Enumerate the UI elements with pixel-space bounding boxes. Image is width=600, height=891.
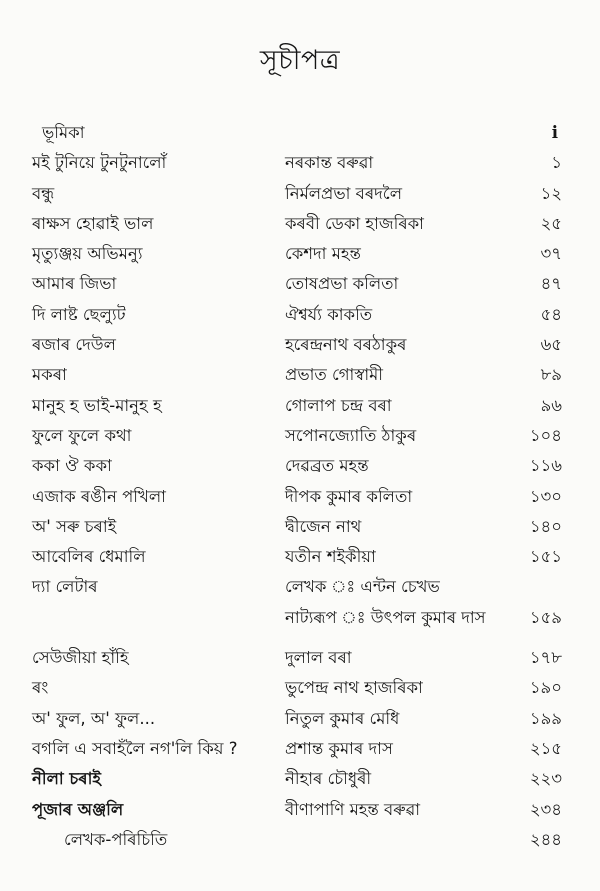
entry-author: তোষপ্ৰভা কলিতা: [285, 274, 399, 294]
entry-page: ১৫১: [529, 547, 562, 567]
entry-author: নাট্যৰূপ ঃ উৎপল কুমাৰ দাস: [285, 607, 486, 627]
entry-author: দ্বীজেন নাথ: [285, 516, 362, 536]
page-title: সূচীপত্ৰ: [259, 45, 341, 76]
entry-page: ১৫৯: [529, 607, 562, 627]
toc-entry: [0, 300, 600, 330]
entry-page: ১০৪: [529, 425, 562, 445]
entry-author: দীপক কুমাৰ কলিতা: [285, 486, 413, 506]
entry-title: বগলি এ সবাহঁলৈ নগ'লি কিয় ?: [32, 738, 238, 758]
entry-title: ৰং: [32, 678, 49, 698]
entry-author: কৰবী ডেকা হাজৰিকা: [285, 213, 424, 233]
entry-page: ৯৬: [540, 395, 562, 415]
table-of-contents: [0, 118, 600, 855]
entry-page: ৬৫: [540, 335, 562, 355]
entry-title: লেখক-পৰিচিতি: [64, 829, 168, 849]
entry-author: দুলাল বৰা: [285, 648, 352, 668]
entry-title: দ্যা লেটাৰ: [32, 577, 98, 597]
toc-entry: [0, 482, 600, 512]
entry-title: মৃত্যুঞ্জয় অভিমন্যু: [32, 244, 143, 264]
entry-page: ৪৭: [540, 274, 562, 294]
entry-author: লেখক ঃ এন্টন চেখভ: [285, 577, 440, 597]
entry-title: বন্ধু: [32, 183, 55, 203]
toc-entry: [0, 391, 600, 421]
entry-page: i: [551, 123, 558, 142]
toc-entry: [0, 603, 600, 633]
entry-title: অ' ফুল, অ' ফুল...: [32, 708, 156, 728]
toc-entry: [0, 421, 600, 451]
entry-title: ককা ঔ ককা: [32, 456, 112, 476]
entry-title: পূজাৰ অঞ্জলি: [32, 799, 124, 819]
entry-page: ২৫: [540, 213, 562, 233]
entry-page: ২৩৪: [529, 799, 562, 819]
entry-page: ২২৩: [529, 769, 562, 789]
toc-entry: [0, 209, 600, 239]
toc-entry: [0, 734, 600, 764]
entry-author: নিৰ্মলপ্ৰভা বৰদলৈ: [285, 183, 403, 203]
entry-title: আবেলিৰ ধেমালি: [32, 547, 146, 567]
entry-page: ১২: [540, 183, 562, 203]
toc-entry: [0, 542, 600, 572]
toc-entry: [0, 360, 600, 390]
entry-page: ১৯৯: [529, 708, 562, 728]
toc-entry: [0, 330, 600, 360]
entry-title: ফুলে ফুলে কথা: [32, 425, 132, 445]
entry-title: ৰজাৰ দেউল: [32, 335, 116, 355]
entry-page: ১৩০: [529, 486, 562, 506]
toc-entry: [0, 118, 600, 148]
entry-author: গোলাপ চন্দ্ৰ বৰা: [285, 395, 392, 415]
entry-title: ভূমিকা: [42, 123, 85, 142]
entry-author: নীহাৰ চৌধুৰী: [285, 769, 372, 789]
entry-author: দেৱব্ৰত মহন্ত: [285, 456, 369, 476]
entry-author: যতীন শইকীয়া: [285, 547, 376, 567]
entry-author: সপোনজ্যোতি ঠাকুৰ: [285, 425, 417, 445]
entry-title: ৰাক্ষস হোৱাই ভাল: [32, 213, 154, 233]
entry-page: ১৪০: [529, 516, 562, 536]
entry-title: অ' সৰু চৰাই: [32, 516, 117, 536]
entry-author: নৰকান্ত বৰুৱা: [285, 153, 374, 173]
entry-title: নীলা চৰাই: [32, 769, 101, 789]
entry-title: মই টুনিয়ে টুনটুনালোঁ: [32, 153, 167, 173]
entry-page: ২৪৪: [529, 829, 562, 849]
entry-title: মকৰা: [32, 365, 67, 385]
entry-page: ৩৭: [540, 244, 562, 264]
entry-author: ঐশ্বৰ্য্য কাকতি: [285, 304, 373, 324]
entry-page: ১১৬: [529, 456, 562, 476]
entry-author: প্ৰভাত গোস্বামী: [285, 365, 384, 385]
entry-author: কেশদা মহন্ত: [285, 244, 361, 264]
toc-entry: [0, 269, 600, 299]
entry-author: বীণাপাণি মহন্ত বৰুৱা: [285, 799, 421, 819]
entry-author: নিতুল কুমাৰ মেধি: [285, 708, 400, 728]
toc-entry: [0, 512, 600, 542]
entry-page: ৫৪: [540, 304, 562, 324]
toc-entry: [0, 572, 600, 602]
entry-author: প্ৰশান্ত কুমাৰ দাস: [285, 738, 393, 758]
entry-title: মানুহ হ ভাই-মানুহ হ: [32, 395, 162, 415]
toc-entry: [0, 643, 600, 673]
entry-page: ৮৯: [540, 365, 562, 385]
toc-entry: [0, 148, 600, 178]
entry-page: ১৭৮: [529, 648, 562, 668]
toc-entry: [0, 673, 600, 703]
entry-title: দি লাষ্ট ছেল্যুট: [32, 304, 126, 324]
entry-title: সেউজীয়া হাঁহি: [32, 648, 129, 668]
toc-entry: [0, 179, 600, 209]
entry-author: হৰেন্দ্ৰনাথ বৰঠাকুৰ: [285, 335, 407, 355]
toc-entry: [0, 795, 600, 825]
toc-entry: [0, 825, 600, 855]
entry-page: ১: [551, 153, 562, 173]
entry-author: ভুপেন্দ্ৰ নাথ হাজৰিকা: [285, 678, 423, 698]
entry-title: আমাৰ জিভা: [32, 274, 117, 294]
toc-entry: [0, 451, 600, 481]
entry-title: এজাক ৰঙীন পখিলা: [32, 486, 166, 506]
toc-entry: [0, 239, 600, 269]
toc-entry: [0, 704, 600, 734]
toc-entry: [0, 764, 600, 794]
entry-page: ২১৫: [529, 738, 562, 758]
entry-page: ১৯০: [529, 678, 562, 698]
